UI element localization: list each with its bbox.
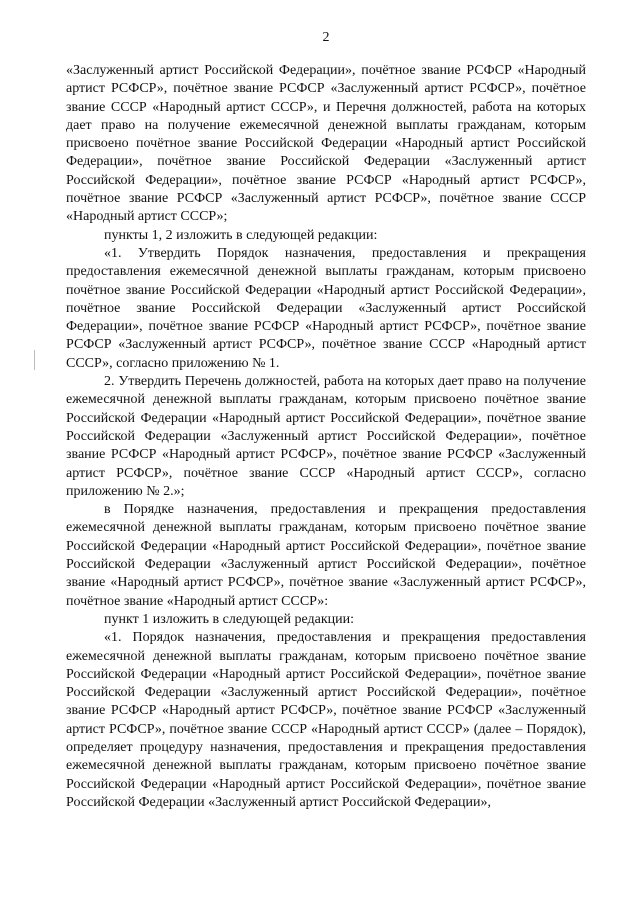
paragraph-continuation: «Заслуженный артист Российской Федерации», почётное звание РСФСР «Народный артист РСФСР», почётное звание РСФСР «Заслуженный артист РСФСР», почётное звание СССР «Народный артист СССР», и Перечня должностей, работа на которых дает право на получение ежемесячной денежной выплаты гражданам, которым присвоено почётное звание Российской Федерации «Народный артист Российской Федерации», почётное звание Российской Федерации «Заслуженный артист Российской Федерации», почётное звание РСФСР «Народный артист РСФСР», почётное звание РСФСР «Заслуженный артист РСФСР», почётное звание СССР «Народный артист СССР»; (66, 63, 586, 225)
paragraph-points-intro: пункты 1, 2 изложить в следующей редакции: (104, 227, 378, 243)
paragraph-point-1: «1. Утвердить Порядок назначения, предоставления и прекращения предоставления ежемесячной денежной выплаты гражданам, которым присвоено почётное звание Российской Федерации «Народный артист Российской Федерации», почётное звание Российской Федерации «Заслуженный артист Российской Федерации», почётное звание РСФСР «Народный артист РСФСР», почётное звание РСФСР «Заслуженный артист РСФСР», почётное звание СССР «Народный артист СССР», согласно приложению № 1. (66, 245, 586, 371)
paragraph-procedure-intro: в Порядке назначения, предоставления и прекращения предоставления ежемесячной денежной выплаты гражданам, которым присвоено почётное звание Российской Федерации «Народный артист Российской Федерации», почётное звание Российской Федерации «Заслуженный артист Российской Федерации», почётное звание «Народный артист РСФСР», почётное звание «Заслуженный артист РСФСР», почётное звание «Народный артист СССР»: (66, 502, 586, 609)
paragraph-point-2: 2. Утвердить Перечень должностей, работа на которых дает право на получение ежемесячной денежной выплаты гражданам, которым присвоено почётное звание Российской Федерации «Народный артист Российской Федерации», почётное звание Российской Федерации «Заслуженный артист Российской Федерации», почётное звание РСФСР «Народный артист РСФСР», почётное звание РСФСР «Заслуженный артист РСФСР», почётное звание СССР «Народный артист СССР», согласно приложению № 2.»; (66, 374, 586, 499)
paragraph-clause-1-intro: пункт 1 изложить в следующей редакции: (104, 611, 354, 627)
paragraph-clause-1-text: «1. Порядок назначения, предоставления и прекращения предоставления ежемесячной денежной выплаты гражданам, которым присвоено почётное звание Российской Федерации «Народный артист Российской Федерации», почётное звание Российской Федерации «Заслуженный артист Российской Федерации», почётное звание РСФСР «Народный артист РСФСР», почётное звание РСФСР «Заслуженный артист РСФСР», почётное звание СССР «Народный артист СССР» (далее – Порядок), определяет процедуру назначения, предоставления и прекращения предоставления ежемесячной денежной выплаты гражданам, которым присвоено почётное звание Российской Федерации «Народный артист Российской Федерации», почётное звание Российской Федерации «Заслуженный артист Российской Федерации», (66, 630, 586, 810)
scan-margin-mark (34, 350, 35, 370)
page-number: 2 (322, 30, 330, 45)
